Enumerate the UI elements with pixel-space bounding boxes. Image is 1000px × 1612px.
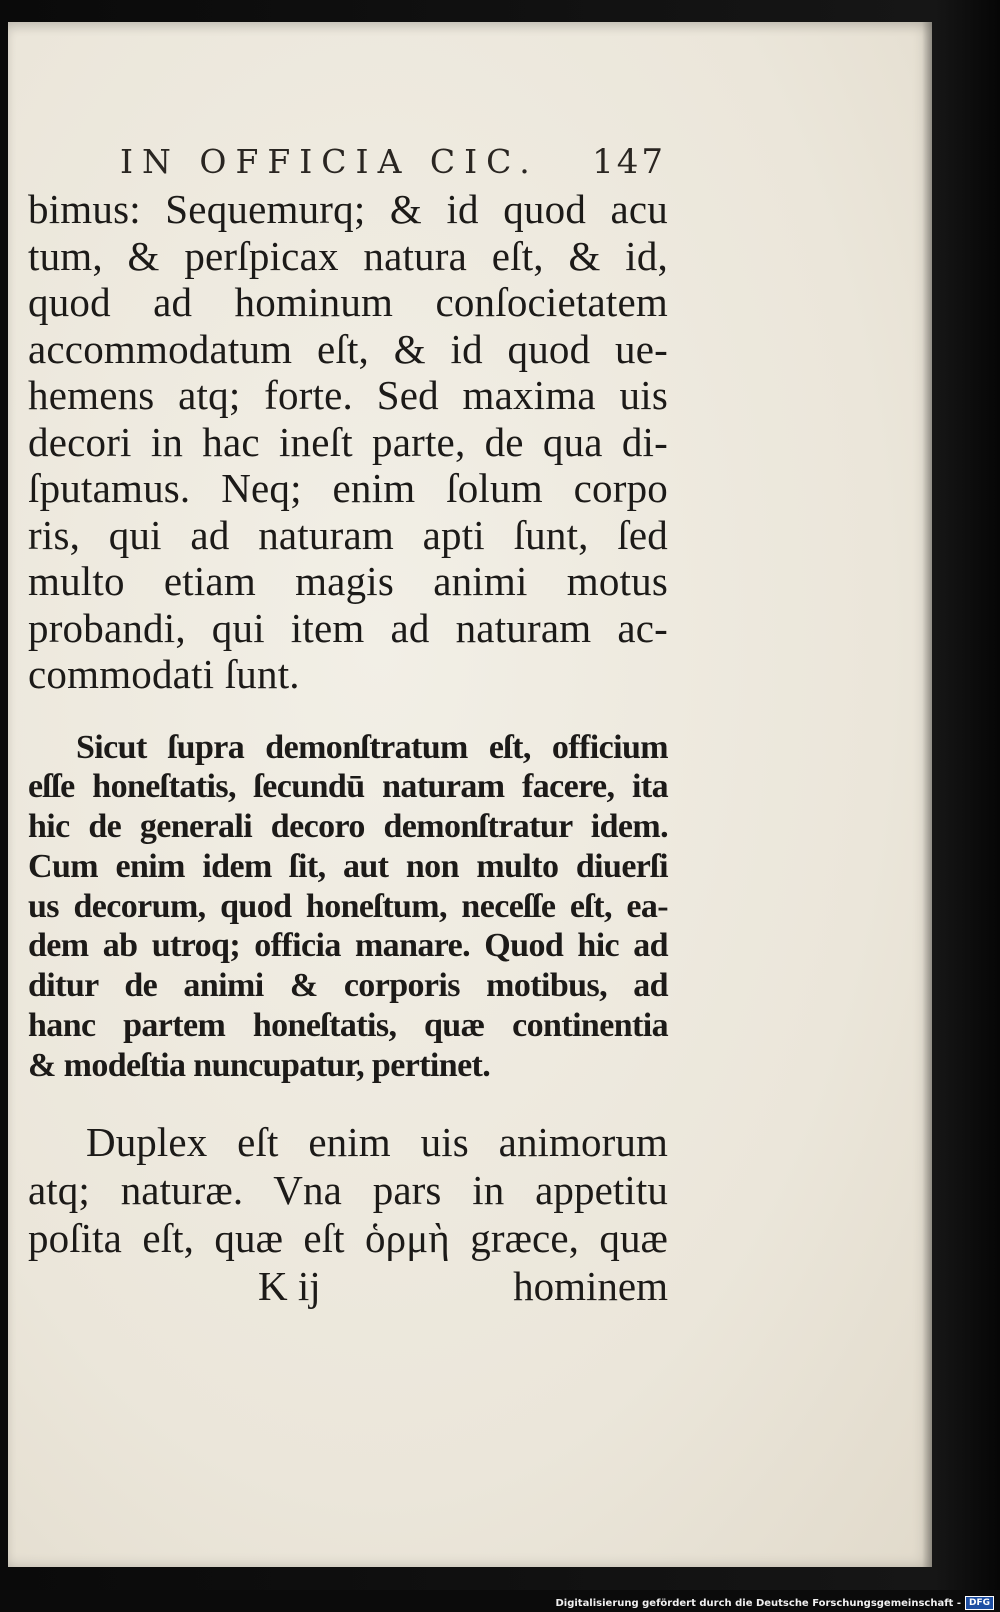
text-line: & modeſtia nuncupatur, pertinet. <box>28 1046 491 1084</box>
text-line: Cum enim idem ſit, aut non multo diuerſi <box>28 847 668 885</box>
running-head <box>28 142 668 182</box>
text-line: eſſe honeſtatis, ſecundū naturam facere, ita <box>28 768 668 806</box>
text-line: Sicut ſupra demonſtratum eſt, officium <box>76 728 668 766</box>
text-line: hemens atq; forte. Sed maxima uis <box>28 372 668 418</box>
text-line: ſputamus. Neq; enim ſolum corpo <box>28 465 668 511</box>
text-line: quod ad hominum conſocietatem <box>28 279 668 325</box>
digitization-credit <box>555 1596 994 1610</box>
text-line: bimus: Sequemurq; & id quod acu <box>28 186 668 232</box>
signature-mark: K ij <box>258 1262 321 1309</box>
text-line: multo etiam magis animi motus <box>28 558 668 604</box>
text-line: poſita eſt, quæ eſt ὁρμὴ græce, quæ <box>28 1214 668 1261</box>
running-head-title: IN OFFICIA CIC. <box>120 142 539 181</box>
text-line: Duplex eſt enim uis animorum <box>86 1118 668 1165</box>
text-line: atq; naturæ. Vna pars in appetitu <box>28 1166 668 1213</box>
catchline <box>28 1262 668 1310</box>
book-page <box>8 22 932 1567</box>
page-number: 147 <box>592 142 666 182</box>
text-line: tum, & perſpicax natura eſt, & id, <box>28 232 668 279</box>
text-line: ris, qui ad naturam apti ſunt, ſed <box>28 511 668 558</box>
text-line: probandi, qui item ad naturam ac- <box>28 604 668 651</box>
text-line: us decorum, quod honeſtum, neceſſe eſt, ea- <box>28 887 668 925</box>
paragraph-2-commentary <box>28 728 668 1086</box>
text-line: ditur de animi & corporis motibus, ad <box>28 967 668 1005</box>
text-line: accommodatum eſt, & id quod ue- <box>28 325 668 372</box>
text-block <box>28 142 668 1310</box>
paragraph-1 <box>28 186 668 698</box>
paragraph-3 <box>28 1118 668 1310</box>
dfg-logo: DFG <box>965 1596 994 1610</box>
catchword: hominem <box>513 1262 668 1309</box>
credit-text: Digitalisierung gefördert durch die Deutsche Forschungsgemeinschaft - <box>555 1597 961 1609</box>
text-line: dem ab utroq; officia manare. Quod hic ad <box>28 927 668 965</box>
text-line: hic de generali decoro demonſtratur idem. <box>28 808 668 846</box>
text-line: hanc partem honeſtatis, quæ continentia <box>28 1007 668 1045</box>
text-line: commodati ſunt. <box>28 651 300 697</box>
text-line: decori in hac ineſt parte, de qua di- <box>28 418 668 465</box>
